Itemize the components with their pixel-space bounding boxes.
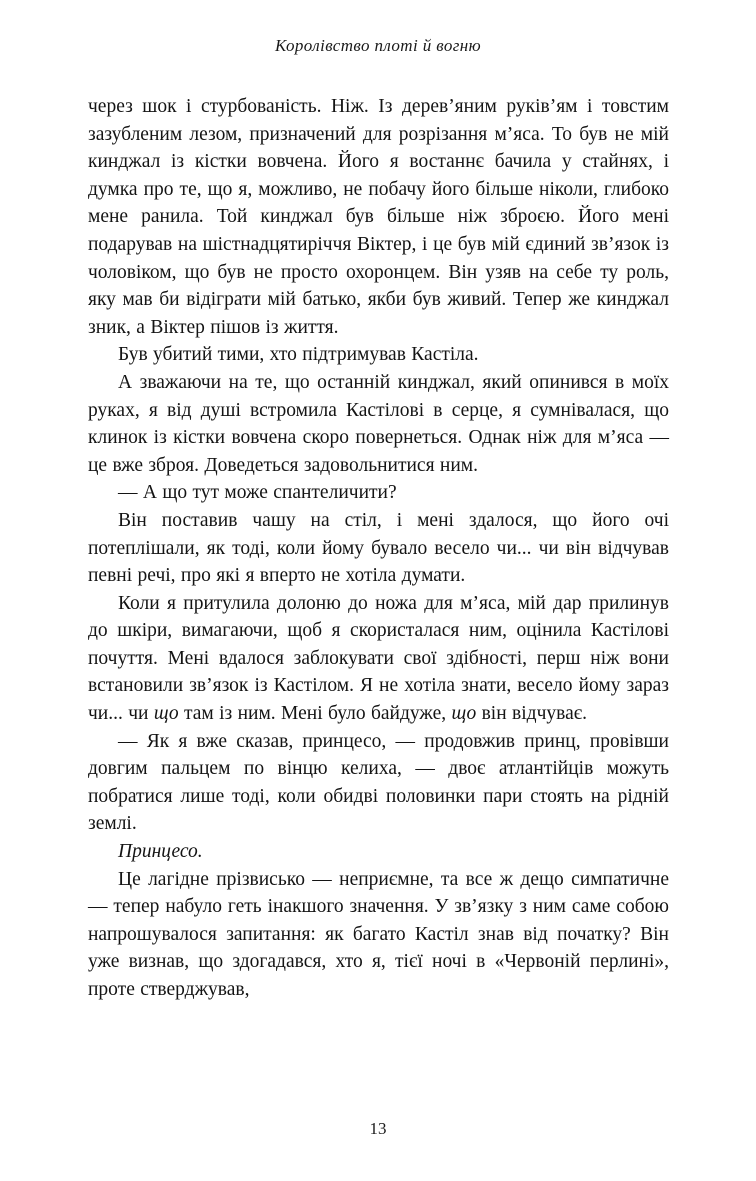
text-segment: Він поставив чашу на стіл, і мені здалося, що його очі потеплішали, як тоді, коли йому бувало весело чи... чи він відчував певні речі, про які я вперто не хотіла думати. <box>88 509 669 587</box>
paragraph <box>88 369 669 479</box>
paragraph <box>88 866 669 1004</box>
running-header: Королівство плоті й вогню <box>274 36 482 55</box>
text-segment: там із ним. Мені було байдуже, <box>178 703 452 725</box>
text-segment: — А що тут може спантеличити? <box>118 482 397 504</box>
text-segment: через шок і стурбованість. Ніж. Із дерев’яним руків’ям і товстим зазубленим лезом, призначений для розрізання м’яса. То був не мій кинджал із кістки вовчена. Його я востаннє бачила у стайнях, і думка про те, що я, можливо, не побачу його більше ніколи, глибоко мене ранила. Той кинджал був більше ніж зброєю. Його мені подарував на шістнадцятиріччя Віктер, і це був мій єдиний зв’язок із чоловіком, що був не просто охоронцем. Він узяв на себе ту роль, яку мав би відіграти мій батько, якби був живий. Тепер же кинджал зник, а Віктер пішов із життя. <box>88 96 669 338</box>
page-number: 13 <box>369 1119 387 1138</box>
paragraph <box>88 93 669 341</box>
emphasis-text: що <box>153 703 179 725</box>
text-segment: Був убитий тими, хто підтримував Кастіла. <box>118 344 479 366</box>
text-segment: А зважаючи на те, що останній кинджал, який опинився в моїх руках, я від душі встромила Кастілові в серце, я сумнівалася, що клинок із кістки вовчена скоро повернеться. Однак ніж для м’яса — це вже зброя. Доведеться задовольнитися ним. <box>88 371 669 476</box>
text-segment: Це лагідне прізвисько — неприємне, та все ж дещо симпатичне — тепер набуло геть інакшого значення. У зв’язку з ним саме собою напрошувалося запитання: як багато Кастіл знав від початку? Він уже визнав, що здогадався, хто я, тієї ночі в «Червоній перлині», проте стверджував, <box>88 868 669 1000</box>
paragraph <box>88 728 669 838</box>
text-segment: він відчуває. <box>476 703 587 725</box>
paragraph <box>88 479 669 507</box>
paragraph <box>88 507 669 590</box>
paragraph <box>88 590 669 728</box>
text-segment: Коли я притулила долоню до ножа для м’яса, мій дар прилинув до шкіри, вимагаючи, щоб я скористалася ним, оцінила Кастілові почуття. Мені вдалося заблокувати свої здібності, перш ніж вони встановили зв’язок із Кастілом. Я не хотіла знати, весело йому зараз чи... чи <box>88 592 669 725</box>
emphasis-text: що <box>451 703 477 725</box>
emphasis-text: Принцесо. <box>118 841 203 863</box>
paragraph <box>88 838 669 866</box>
page-body <box>88 93 669 1004</box>
text-segment: — Як я вже сказав, принцесо, — продовжив принц, провівши довгим пальцем по вінцю келиха, — двоє атлантійців можуть побратися лише тоді, коли обидві половинки пари стоять на рідній землі. <box>88 730 669 835</box>
paragraph <box>88 341 669 369</box>
